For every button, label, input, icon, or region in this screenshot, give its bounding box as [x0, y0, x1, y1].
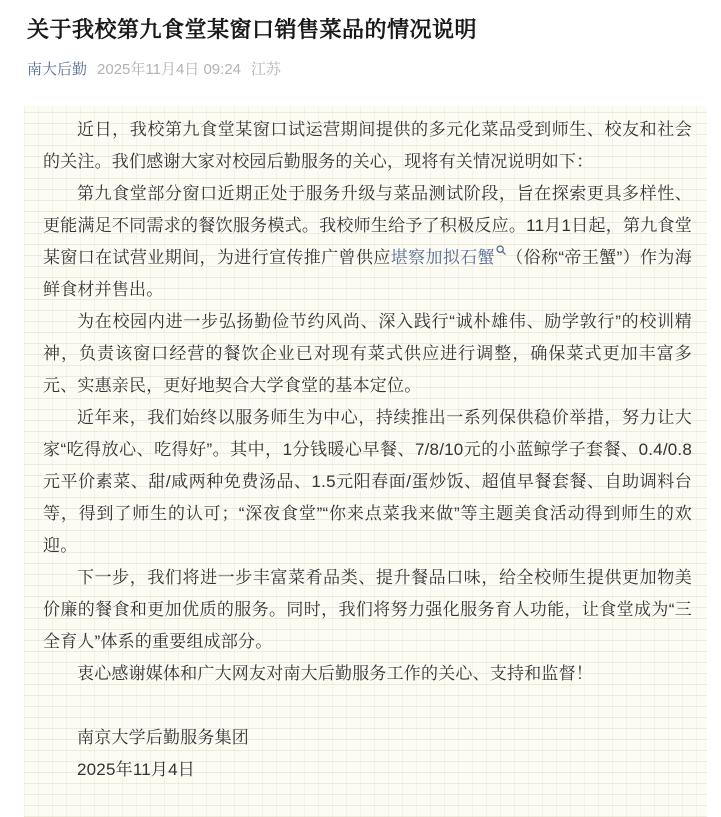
article-title: 关于我校第九食堂某窗口销售菜品的情况说明: [27, 17, 478, 42]
crab-search-link[interactable]: [391, 248, 506, 267]
statement-paragraph-5: 下一步，我们将进一步丰富菜肴品类、提升餐品口味，给全校师生提供更加物美价廉的餐食和更加优质的服务。同时，我们将努力强化服务育人功能，让食堂成为“三全育人”体系的重要组成部分。: [43, 568, 692, 651]
search-icon[interactable]: [496, 245, 506, 255]
statement-body: [24, 106, 707, 817]
statement-paragraph-1: 近日，我校第九食堂某窗口试运营期间提供的多元化菜品受到师生、校友和社会的关注。我们感谢大家对校园后勤服务的关心，现将有关情况说明如下：: [43, 120, 692, 171]
signature-organization: 南京大学后勤服务集团: [77, 728, 249, 747]
crab-search-link-label: 堪察加拟石蟹: [390, 248, 496, 267]
publish-location: 江苏: [251, 61, 282, 78]
publish-datetime: 2025年11月4日 09:24: [97, 61, 242, 78]
statement-paragraph-3: 为在校园内进一步弘扬勤俭节约风尚、深入践行“诚朴雄伟、励学敦行”的校训精神，负责该窗口经营的餐饮企业已对现有菜式供应进行调整，确保菜式更加丰富多元、实惠亲民，更好地契合大学食堂的基本定位。: [43, 312, 692, 395]
statement-paragraph-4: 近年来，我们始终以服务师生为中心，持续推出一系列保供稳价举措，努力让大家“吃得放心、吃得好”。其中，1分钱暖心早餐、7/8/10元的小蓝鲸学子套餐、0.4/0.8元平价素菜、甜/咸两种免费汤品、1.5元阳春面/蛋炒饭、超值早餐套餐、自助调料台等，得到了师生的认可；“深夜食堂”“你来点菜我来做”等主题美食活动得到师生的欢迎。: [43, 408, 692, 555]
statement-paragraph-2: [43, 178, 692, 306]
paragraph-2-text-after-link: （俗称“帝王蟹”）作为海鲜食材并售出。: [43, 248, 692, 299]
account-name-link[interactable]: 南大后勤: [27, 61, 88, 78]
article-meta: [27, 60, 694, 80]
paragraph-2-text-before-link: 第九食堂部分窗口近期正处于服务升级与菜品测试阶段，旨在探索更具多样性、更能满足不同需求的餐饮服务模式。我校师生给予了积极反应。11月1日起，第九食堂某窗口在试营业期间，为进行宣传推广曾供应: [43, 184, 692, 267]
statement-paragraph-6: 衷心感谢媒体和广大网友对南大后勤服务工作的关心、支持和监督！: [77, 664, 593, 683]
signature-date: 2025年11月4日: [77, 760, 195, 779]
